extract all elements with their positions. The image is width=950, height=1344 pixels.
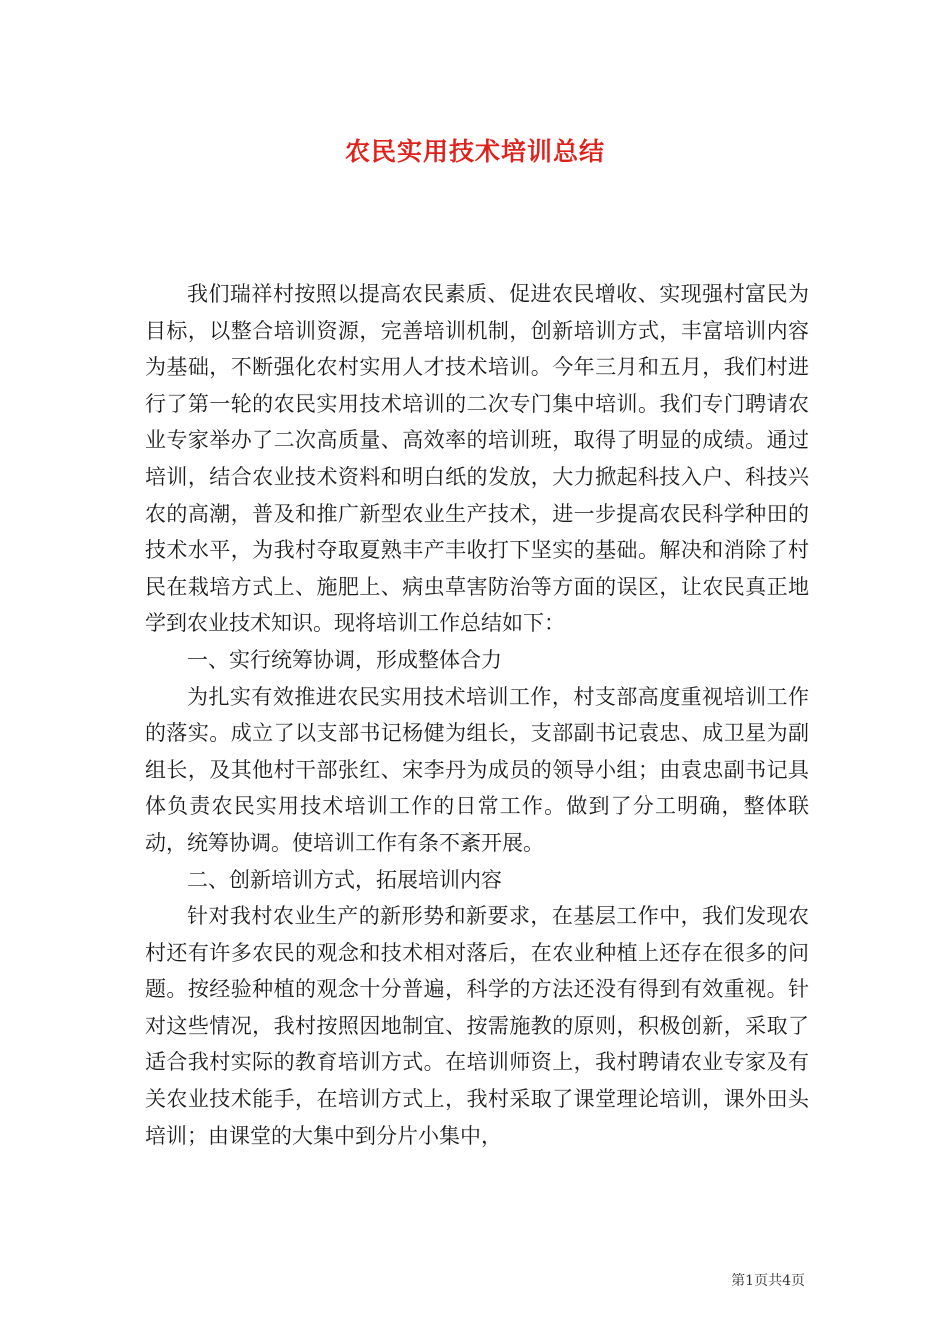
document-body <box>145 276 809 1154</box>
document-title: 农民实用技术培训总结 <box>344 137 605 166</box>
paragraph-section-2: 针对我村农业生产的新形势和新要求，在基层工作中，我们发现农村还有许多农民的观念和技术相对落后，在农业种植上还存在很多的问题。按经验种植的观念十分普遍，科学的方法还没有得到有效重视。针对这些情况，我村按照因地制宜、按需施教的原则，积极创新，采取了适合我村实际的教育培训方式。在培训师资上，我村聘请农业专家及有关农业技术能手，在培训方式上，我村采取了课堂理论培训，课外田头培训；由课堂的大集中到分片小集中， <box>145 904 809 1148</box>
paragraph-section-1: 为扎实有效推进农民实用技术培训工作，村支部高度重视培训工作的落实。成立了以支部书记杨健为组长，支部副书记袁忠、成卫星为副组长，及其他村干部张红、宋李丹为成员的领导小组；由袁忠副书记具体负责农民实用技术培训工作的日常工作。做到了分工明确，整体联动，统筹协调。使培训工作有条不紊开展。 <box>145 684 809 855</box>
paragraph-intro: 我们瑞祥村按照以提高农民素质、促进农民增收、实现强村富民为目标，以整合培训资源，完善培训机制，创新培训方式，丰富培训内容为基础，不断强化农村实用人才技术培训。今年三月和五月，我们村进行了第一轮的农民实用技术培训的二次专门集中培训。我们专门聘请农业专家举办了二次高质量、高效率的培训班，取得了明显的成绩。通过培训，结合农业技术资料和明白纸的发放，大力掀起科技入户、科技兴农的高潮，普及和推广新型农业生产技术，进一步提高农民科学种田的技术水平，为我村夺取夏熟丰产丰收打下坚实的基础。解决和消除了村民在栽培方式上、施肥上、病虫草害防治等方面的误区，让农民真正地学到农业技术知识。现将培训工作总结如下： <box>145 282 809 636</box>
section-heading-2: 二、创新培训方式，拓展培训内容 <box>187 867 502 892</box>
page-number-footer: 第1页共4页 <box>731 1273 805 1289</box>
section-heading-1: 一、实行统筹协调，形成整体合力 <box>187 647 502 672</box>
